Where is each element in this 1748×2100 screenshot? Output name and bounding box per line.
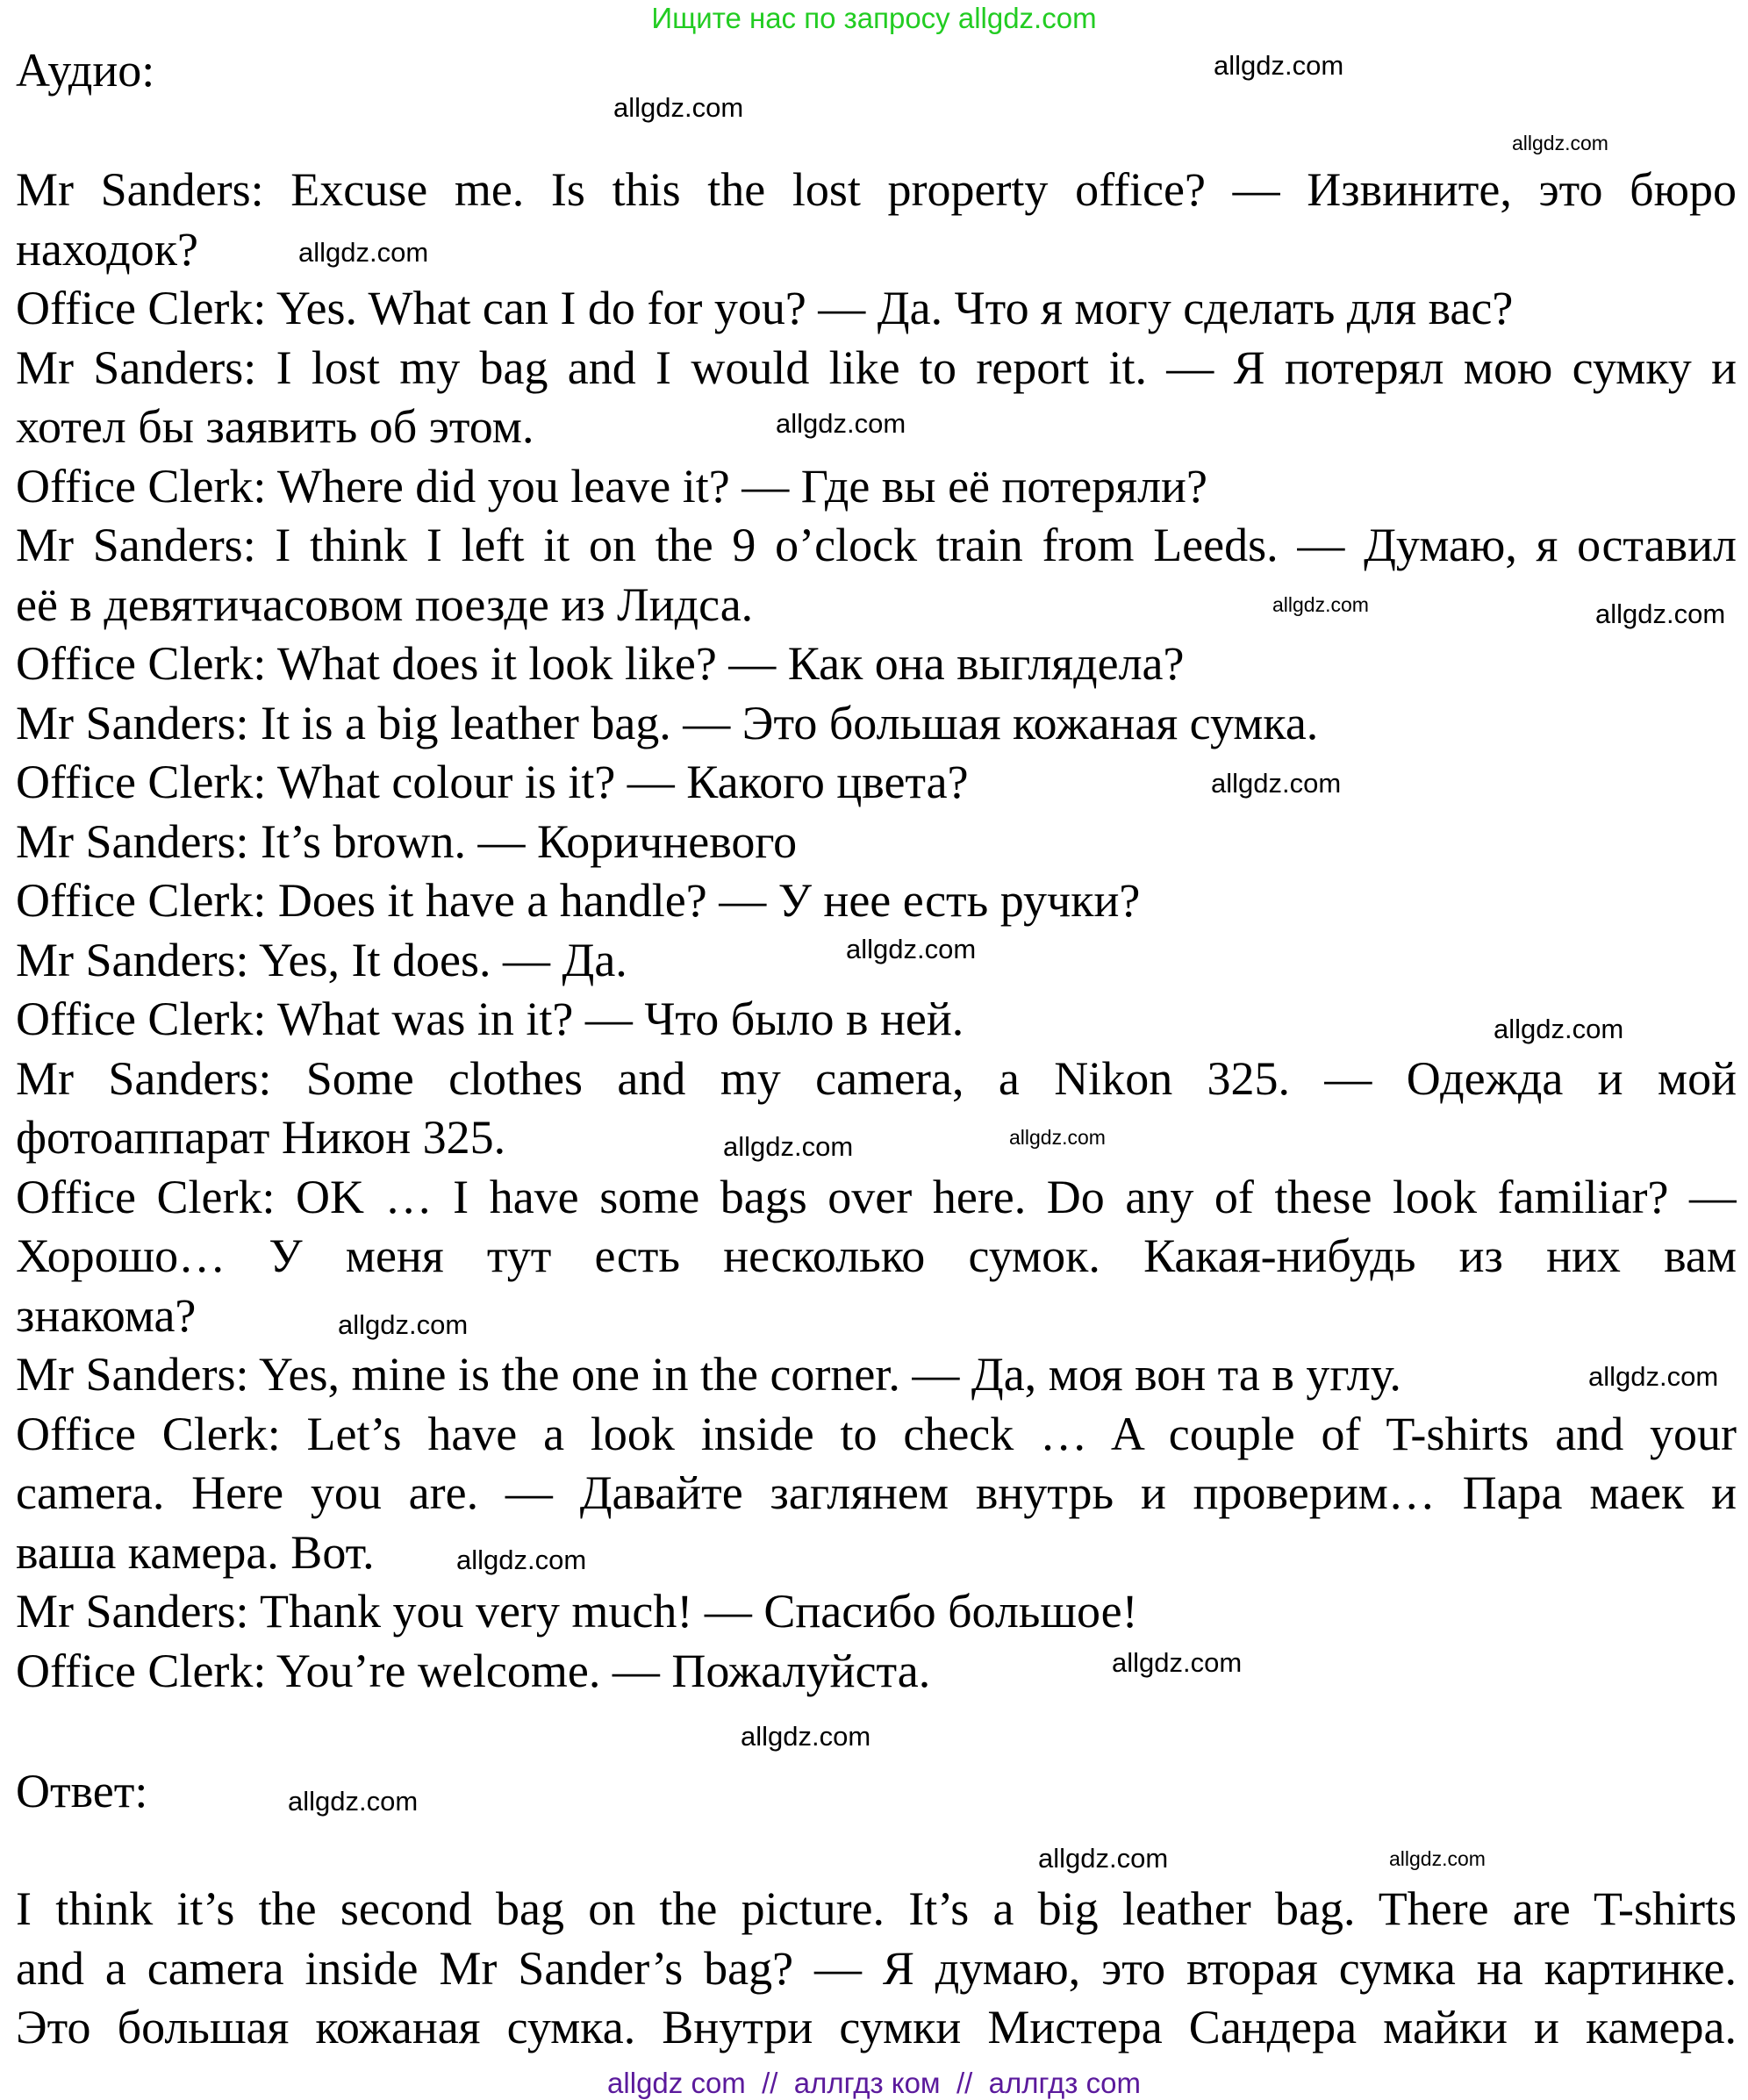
transcript-line: Office Clerk: Let’s have a look inside to check … A couple of T-shirts and your bbox=[16, 1408, 1737, 1460]
header-banner: Ищите нас по запросу allgdz.com bbox=[651, 2, 1097, 34]
watermark: allgdz.com bbox=[1588, 1361, 1719, 1392]
watermark: allgdz.com bbox=[1211, 768, 1342, 799]
answer-heading: Ответ: bbox=[16, 1765, 148, 1817]
transcript-line: находок? bbox=[16, 223, 198, 276]
transcript-line: Office Clerk: OK … I have some bags over here. Do any of these look familiar? — bbox=[16, 1171, 1737, 1223]
watermark: allgdz.com bbox=[613, 92, 744, 123]
transcript-line: ваша камера. Вот. bbox=[16, 1526, 375, 1579]
transcript-line: Mr Sanders: I lost my bag and I would like to report it. — Я потерял мою сумку и bbox=[16, 341, 1737, 394]
transcript-line: Mr Sanders: Thank you very much! — Спасибо большое! bbox=[16, 1585, 1138, 1638]
watermark: allgdz.com bbox=[1389, 1847, 1486, 1870]
watermark: allgdz.com bbox=[1595, 598, 1726, 629]
transcript-line: Office Clerk: Where did you leave it? — Где вы её потеряли? bbox=[16, 460, 1207, 512]
watermark: allgdz.com bbox=[1512, 132, 1608, 154]
transcript-line: Office Clerk: Does it have a handle? — У нее есть ручки? bbox=[16, 874, 1141, 927]
footer-banner: allgdz com // аллгдз ком // аллгдз com bbox=[607, 2067, 1141, 2099]
transcript-line: Mr Sanders: I think I left it on the 9 o’clock train from Leeds. — Думаю, я оставил bbox=[16, 519, 1737, 571]
watermark: allgdz.com bbox=[288, 1786, 419, 1817]
transcript-line: её в девятичасовом поезде из Лидса. bbox=[16, 578, 754, 631]
transcript-line: Office Clerk: What colour is it? — Какого цвета? bbox=[16, 756, 969, 808]
transcript-line: знакома? bbox=[16, 1289, 197, 1342]
watermark: allgdz.com bbox=[723, 1131, 854, 1162]
watermark: allgdz.com bbox=[1494, 1014, 1624, 1044]
answer-line: Это большая кожаная сумка. Внутри сумки Мистера Сандера майки и камера. bbox=[16, 2001, 1737, 2053]
watermark: allgdz.com bbox=[298, 237, 429, 268]
transcript-line: Office Clerk: What was in it? — Что было в ней. bbox=[16, 993, 964, 1045]
transcript-line: фотоаппарат Никон 325. bbox=[16, 1111, 506, 1164]
transcript-line: camera. Here you are. — Давайте заглянем внутрь и проверим… Пара маек и bbox=[16, 1466, 1737, 1519]
transcript-line: Mr Sanders: Some clothes and my camera, a Nikon 325. — Одежда и мой bbox=[16, 1052, 1737, 1105]
transcript-line: хотел бы заявить об этом. bbox=[16, 400, 534, 453]
watermark: allgdz.com bbox=[1214, 50, 1344, 81]
watermark: allgdz.com bbox=[1009, 1126, 1106, 1149]
watermark: allgdz.com bbox=[456, 1545, 587, 1575]
watermark: allgdz.com bbox=[1272, 593, 1369, 616]
transcript-line: Mr Sanders: Yes, mine is the one in the corner. — Да, моя вон та в углу. bbox=[16, 1348, 1401, 1401]
watermark: allgdz.com bbox=[1112, 1647, 1243, 1678]
answer-line: I think it’s the second bag on the picture. It’s a big leather bag. There are T-shirts bbox=[16, 1882, 1737, 1935]
watermark: allgdz.com bbox=[776, 408, 906, 439]
transcript-line: Office Clerk: What does it look like? — Как она выглядела? bbox=[16, 637, 1185, 690]
answer-line: and a camera inside Mr Sander’s bag? — Я думаю, это вторая сумка на картинке. bbox=[16, 1942, 1737, 1995]
watermark: allgdz.com bbox=[741, 1721, 871, 1752]
transcript-line: Mr Sanders: Yes, It does. — Да. bbox=[16, 934, 627, 986]
transcript-line: Office Clerk: You’re welcome. — Пожалуйста. bbox=[16, 1645, 931, 1697]
transcript-line: Mr Sanders: Excuse me. Is this the lost property office? — Извините, это бюро bbox=[16, 163, 1737, 216]
transcript-line: Хорошо… У меня тут есть несколько сумок. Какая-нибудь из них вам bbox=[16, 1229, 1737, 1282]
transcript-line: Mr Sanders: It is a big leather bag. — Это большая кожаная сумка. bbox=[16, 697, 1319, 749]
watermark: allgdz.com bbox=[1038, 1843, 1169, 1874]
watermark: allgdz.com bbox=[846, 934, 977, 964]
transcript-line: Office Clerk: Yes. What can I do for you? — Да. Что я могу сделать для вас? bbox=[16, 282, 1514, 334]
watermark: allgdz.com bbox=[338, 1309, 469, 1340]
transcript-line: Mr Sanders: It’s brown. — Коричневого bbox=[16, 815, 798, 868]
audio-heading: Аудио: bbox=[16, 44, 155, 97]
